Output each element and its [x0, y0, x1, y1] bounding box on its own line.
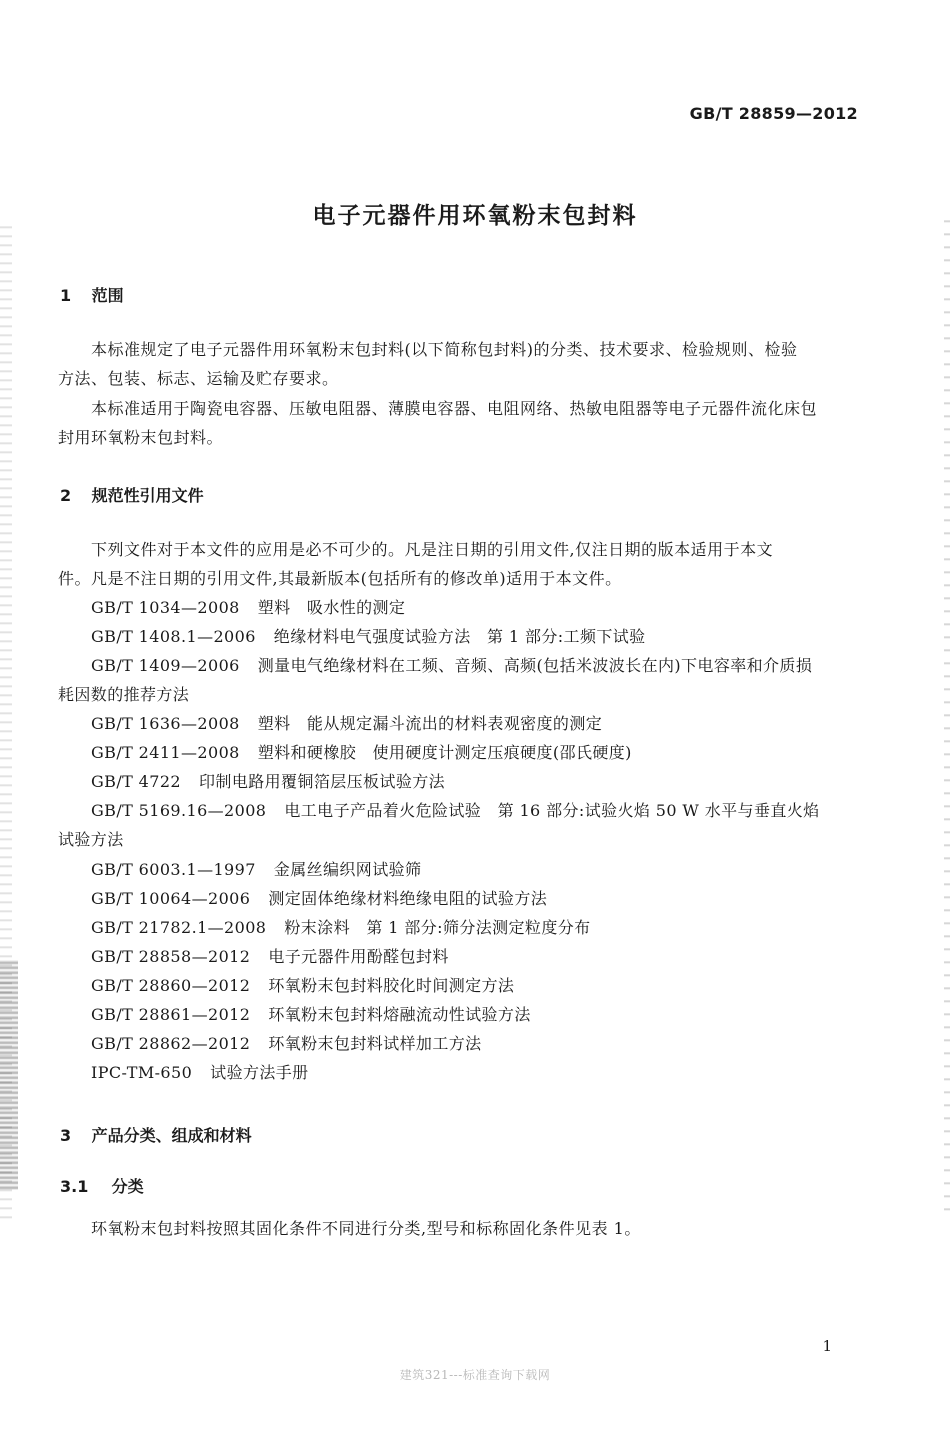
- section-number: 2: [60, 486, 72, 505]
- paragraph-line: 件。凡是不注日期的引用文件,其最新版本(包括所有的修改单)适用于本文件。: [58, 569, 622, 588]
- reference-item: [58, 622, 858, 651]
- reference-title: 试验方法手册: [210, 1063, 309, 1082]
- reference-title: 塑料和硬橡胶 使用硬度计测定压痕硬度(邵氏硬度): [257, 743, 632, 762]
- reference-title: 环氧粉末包封料熔融流动性试验方法: [268, 1005, 531, 1024]
- reference-item: [58, 767, 858, 796]
- paragraph-line: 方法、包装、标志、运输及贮存要求。: [58, 369, 339, 388]
- reference-code: IPC-TM-650: [91, 1063, 193, 1082]
- reference-item: [58, 855, 858, 884]
- section-title: 分类: [111, 1177, 144, 1196]
- section-2-heading: [60, 483, 204, 506]
- scan-noise-left-dense: [0, 960, 18, 1190]
- reference-code: GB/T 28862—2012: [91, 1034, 251, 1053]
- section-title: 产品分类、组成和材料: [91, 1126, 252, 1145]
- reference-title: 塑料 吸水性的测定: [257, 598, 406, 617]
- reference-continuation: 试验方法: [58, 830, 124, 849]
- reference-item: [58, 651, 858, 709]
- reference-item: [58, 593, 858, 622]
- paragraph-line: 本标准规定了电子元器件用环氧粉末包封料(以下简称包封料)的分类、技术要求、检验规则、检验: [91, 340, 798, 359]
- watermark-text: 建筑321---标准查询下载网: [399, 1368, 551, 1382]
- reference-item: [58, 913, 858, 942]
- reference-item: [58, 1058, 858, 1087]
- paragraph-line: 本标准适用于陶瓷电容器、压敏电阻器、薄膜电容器、电阻网络、热敏电阻器等电子元器件流化床包: [91, 399, 818, 418]
- reference-title: 电子元器件用酚醛包封料: [268, 947, 449, 966]
- reference-code: GB/T 1409—2006: [91, 656, 240, 675]
- reference-code: GB/T 10064—2006: [91, 889, 251, 908]
- classification-paragraph: [58, 1214, 858, 1243]
- reference-code: GB/T 2411—2008: [91, 743, 240, 762]
- paragraph-line: 封用环氧粉末包封料。: [58, 428, 224, 447]
- reference-code: GB/T 21782.1—2008: [91, 918, 267, 937]
- paragraph-line: 环氧粉末包封料按照其固化条件不同进行分类,型号和标称固化条件见表 1。: [91, 1219, 641, 1238]
- reference-code: GB/T 6003.1—1997: [91, 860, 256, 879]
- section-number: 3.1: [60, 1177, 89, 1196]
- reference-code: GB/T 1636—2008: [91, 714, 240, 733]
- reference-title: 测量电气绝缘材料在工频、音频、高频(包括米波波长在内)下电容率和介质损: [257, 656, 813, 675]
- page-number: 1: [822, 1337, 832, 1355]
- section-number: 3: [60, 1126, 72, 1145]
- section-title: 范围: [91, 286, 124, 305]
- reference-code: GB/T 1034—2008: [91, 598, 240, 617]
- section-3-heading: [60, 1123, 252, 1146]
- scope-paragraph-2: [58, 394, 858, 452]
- reference-code: GB/T 5169.16—2008: [91, 801, 267, 820]
- section-1-heading: [60, 283, 124, 306]
- reference-title: 印制电路用覆铜箔层压板试验方法: [199, 772, 446, 791]
- section-3-1-heading: [60, 1174, 144, 1197]
- reference-title: 电工电子产品着火危险试验 第 16 部分:试验火焰 50 W 水平与垂直火焰: [284, 801, 820, 820]
- standard-code: GB/T 28859—2012: [689, 104, 858, 123]
- reference-title: 环氧粉末包封料胶化时间测定方法: [268, 976, 515, 995]
- reference-item: [58, 1029, 858, 1058]
- normative-intro-paragraph: [58, 535, 858, 593]
- scope-paragraph-1: [58, 335, 858, 393]
- reference-title: 环氧粉末包封料试样加工方法: [268, 1034, 482, 1053]
- section-number: 1: [60, 286, 72, 305]
- section-title: 规范性引用文件: [91, 486, 204, 505]
- reference-item: [58, 796, 858, 854]
- paragraph-line: 下列文件对于本文件的应用是必不可少的。凡是注日期的引用文件,仅注日期的版本适用于本文: [91, 540, 774, 559]
- reference-code: GB/T 28858—2012: [91, 947, 251, 966]
- reference-item: [58, 971, 858, 1000]
- reference-continuation: 耗因数的推荐方法: [58, 685, 190, 704]
- reference-title: 金属丝编织网试验筛: [273, 860, 422, 879]
- reference-code: GB/T 28860—2012: [91, 976, 251, 995]
- reference-title: 测定固体绝缘材料绝缘电阻的试验方法: [268, 889, 548, 908]
- reference-code: GB/T 1408.1—2006: [91, 627, 256, 646]
- reference-item: [58, 738, 858, 767]
- reference-item: [58, 884, 858, 913]
- reference-title: 塑料 能从规定漏斗流出的材料表观密度的测定: [257, 714, 603, 733]
- reference-title: 绝缘材料电气强度试验方法 第 1 部分:工频下试验: [273, 627, 646, 646]
- scan-noise-right: [944, 210, 950, 1220]
- reference-code: GB/T 4722: [91, 772, 182, 791]
- reference-code: GB/T 28861—2012: [91, 1005, 251, 1024]
- document-title: 电子元器件用环氧粉末包封料: [312, 203, 638, 229]
- reference-item: [58, 1000, 858, 1029]
- reference-item: [58, 709, 858, 738]
- reference-item: [58, 942, 858, 971]
- reference-title: 粉末涂料 第 1 部分:筛分法测定粒度分布: [284, 918, 591, 937]
